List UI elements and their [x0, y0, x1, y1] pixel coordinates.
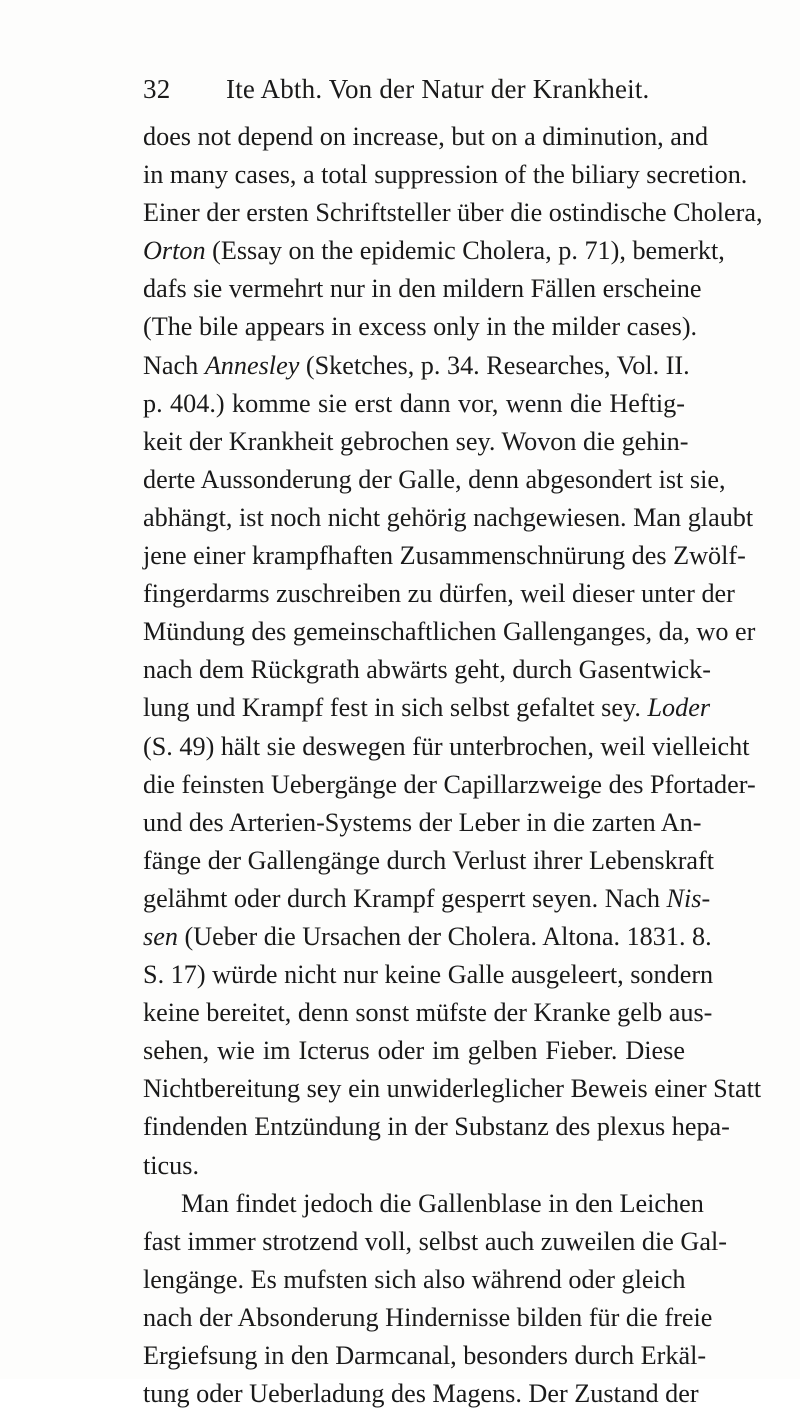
text-run: S. 17) würde nicht nur keine Galle ausgeleert, sondern [143, 960, 714, 990]
text-line [143, 537, 746, 575]
text-line [143, 1299, 713, 1337]
text-run: (S. 49) hält sie deswegen für unterbrochen, weil vielleicht [143, 731, 750, 761]
italic-name: sen [143, 921, 178, 951]
text-run: abhängt, ist noch nicht gehörig nachgewiesen. Man glaubt [143, 502, 754, 532]
text-run: dafs sie vermehrt nur in den mildern Fällen erscheine [143, 274, 702, 304]
text-run: (Essay on the epidemic Cholera, p. 71), bemerkt, [205, 236, 725, 266]
italic-name: Annesley [204, 350, 300, 380]
text-run: fänge der Gallengänge durch Verlust ihrer Lebenskraft [143, 845, 715, 875]
text-run: lengänge. Es mufsten sich also während oder gleich [143, 1264, 686, 1294]
text-run: und des Arterien-Systems der Leber in die zarten An- [143, 807, 702, 837]
text-run: fingerdarms zuschreiben zu dürfen, weil dieser unter der [143, 579, 735, 609]
text-run: (Ueber die Ursachen der Cholera. Altona. 1831. 8. [177, 921, 712, 951]
text-line [143, 651, 711, 689]
text-line [143, 994, 713, 1032]
text-line [143, 1375, 699, 1413]
text-line [143, 613, 756, 651]
text-run: Einer der ersten Schriftsteller über die ostindische Cholera, [143, 198, 763, 228]
text-run: ticus. [143, 1150, 200, 1180]
text-line [143, 842, 715, 880]
text-run: sehen, wie im Icterus oder im gelben Fieber. Diese [143, 1036, 685, 1066]
text-line [143, 918, 712, 956]
text-run: nach der Absonderung Hindernisse bilden für die freie [143, 1302, 713, 1332]
text-line [143, 270, 702, 308]
text-run: Mündung des gemeinschaftlichen Gallenganges, da, wo er [143, 617, 756, 647]
text-line [143, 156, 748, 194]
text-line [143, 1108, 730, 1146]
text-run: nach dem Rückgrath abwärts geht, durch Gasentwick- [143, 655, 711, 685]
text-line [143, 1223, 727, 1261]
text-line [143, 1261, 685, 1299]
text-run: does not depend on increase, but on a diminution, and [143, 122, 709, 151]
text-run: tung oder Ueberladung des Magens. Der Zustand der [143, 1379, 699, 1409]
text-run: keine bereitet, denn sonst müfste der Kranke gelb aus- [143, 998, 713, 1028]
text-run: p. 404.) komme sie erst dann vor, wenn die Heftig- [143, 388, 685, 418]
italic-name: Nis- [666, 883, 711, 913]
text-line [143, 232, 725, 270]
text-line [143, 956, 714, 994]
text-run: fast immer strotzend voll, selbst auch zuweilen die Gal- [143, 1226, 727, 1256]
text-run: Man findet jedoch die Gallenblase in den Leichen [181, 1188, 704, 1218]
text-line [143, 689, 711, 727]
text-run: (The bile appears in excess only in the milder cases). [143, 312, 698, 342]
text-line [143, 385, 685, 423]
text-line [143, 1070, 762, 1108]
text-line [143, 1185, 704, 1223]
text-line [143, 423, 689, 461]
text-run: keit der Krankheit gebrochen sey. Wovon die gehin- [143, 426, 689, 456]
text-run: die feinsten Uebergänge der Capillarzweige des Pfortader- [143, 769, 756, 799]
body-text [143, 118, 763, 1413]
text-line [143, 766, 756, 804]
text-line [143, 1032, 685, 1070]
text-run: derte Aussonderung der Galle, denn abgesondert ist sie, [143, 464, 726, 494]
text-run: Ergiefsung in den Darmcanal, besonders durch Erkäl- [143, 1341, 707, 1370]
text-line [143, 499, 754, 537]
text-line [143, 804, 702, 842]
text-line [143, 461, 726, 499]
text-line [143, 118, 709, 156]
italic-name: Orton [143, 236, 206, 266]
text-run: Nach [143, 350, 205, 380]
text-line [143, 194, 763, 232]
text-run: (Sketches, p. 34. Researches, Vol. II. [299, 350, 690, 380]
text-line [143, 347, 690, 385]
text-line [143, 308, 698, 346]
text-run: jene einer krampfhaften Zusammenschnürung des Zwölf- [143, 541, 746, 571]
italic-name: Loder [647, 693, 711, 723]
text-line [143, 1147, 685, 1185]
text-line [143, 575, 735, 613]
running-head: Ite Abth. Von der Natur der Krankheit. [226, 74, 650, 104]
text-run: Nichtbereitung sey ein unwiderleglicher Beweis einer Statt [143, 1074, 762, 1104]
text-line [143, 1337, 707, 1375]
page-header [143, 74, 683, 114]
text-line [143, 728, 750, 766]
text-run: gelähmt oder durch Krampf gesperrt seyen. Nach [143, 883, 667, 913]
text-run: findenden Entzündung in der Substanz des plexus hepa- [143, 1112, 730, 1142]
text-run: lung und Krampf fest in sich selbst gefaltet sey. [143, 693, 648, 723]
page-number: 32 [143, 74, 171, 104]
text-run: in many cases, a total suppression of the biliary secretion. [143, 160, 748, 190]
text-line [143, 880, 711, 918]
